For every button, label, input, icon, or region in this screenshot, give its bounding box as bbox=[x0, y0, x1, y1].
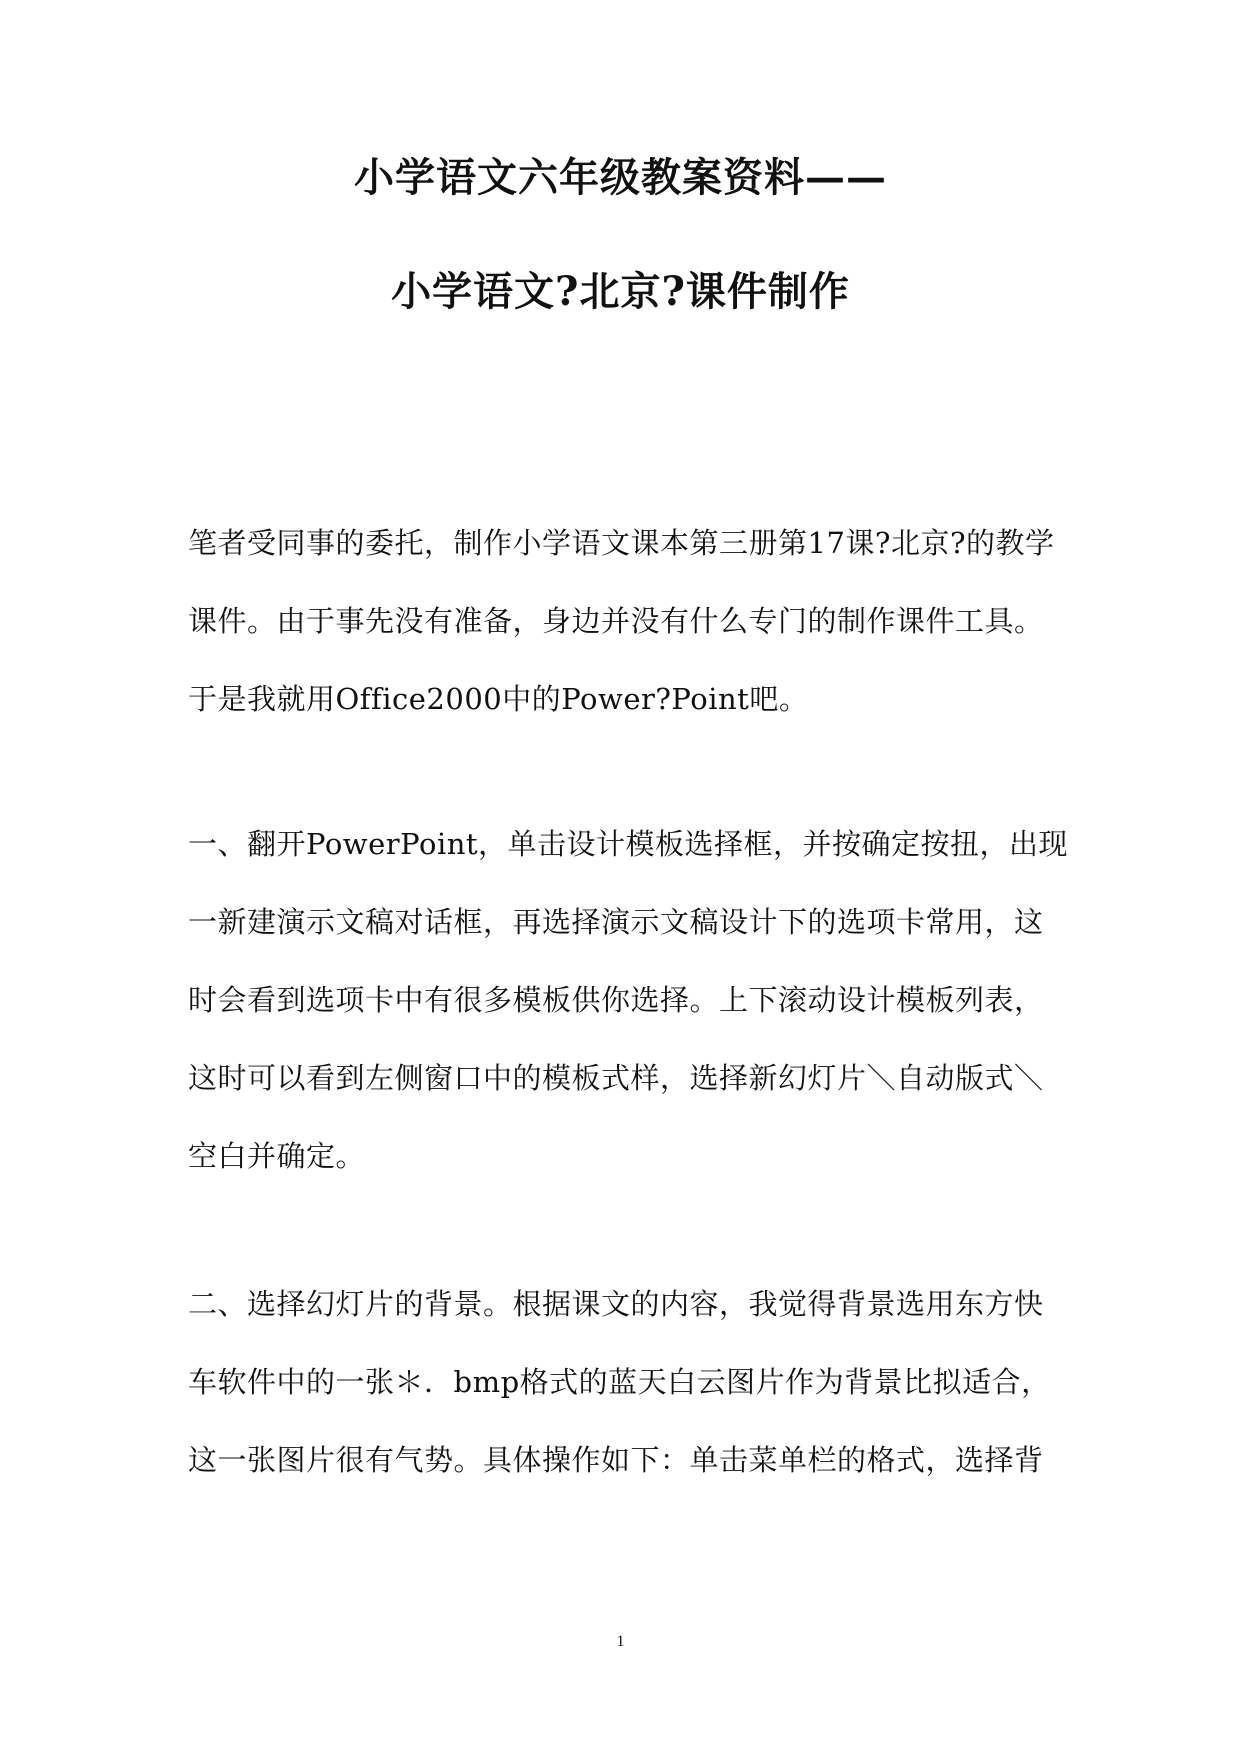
paragraph-line: 车软件中的一张＊．bmp格式的蓝天白云图片作为背景比拟适合， bbox=[188, 1365, 1051, 1399]
paragraph-line: 二、选择幻灯片的背景。根据课文的内容，我觉得背景选用东方快 bbox=[188, 1287, 1044, 1321]
paragraph-line: 这一张图片很有气势。具体操作如下：单击菜单栏的格式，选择背 bbox=[188, 1443, 1044, 1477]
paragraph-line: 时会看到选项卡中有很多模板供你选择。上下滚动设计模板列表， bbox=[188, 983, 1044, 1017]
paragraph-line: 这时可以看到左侧窗口中的模板式样，选择新幻灯片＼自动版式＼ bbox=[188, 1061, 1044, 1095]
paragraph-line: 空白并确定。 bbox=[188, 1139, 366, 1173]
paragraph-line: 笔者受同事的委托，制作小学语文课本第三册第17课?北京?的教学 bbox=[188, 526, 1055, 560]
paragraph-intro bbox=[188, 504, 1068, 738]
document-title-line-2: 小学语文?北京?课件制作 bbox=[391, 268, 850, 315]
paragraph-line: 一、翻开PowerPoint，单击设计模板选择框，并按确定按扭，出现 bbox=[188, 827, 1069, 861]
page-number: 1 bbox=[616, 1633, 625, 1650]
paragraph-step-one bbox=[188, 805, 1068, 1195]
paragraph-line: 课件。由于事先没有准备，身边并没有什么专门的制作课件工具。 bbox=[188, 604, 1044, 638]
paragraph-step-two bbox=[188, 1265, 1068, 1499]
paragraph-line: 于是我就用Office2000中的Power?Point吧。 bbox=[188, 682, 809, 716]
paragraph-line: 一新建演示文稿对话框，再选择演示文稿设计下的选项卡常用，这 bbox=[188, 905, 1044, 939]
document-title-line-1: 小学语文六年级教案资料—— bbox=[354, 154, 887, 201]
